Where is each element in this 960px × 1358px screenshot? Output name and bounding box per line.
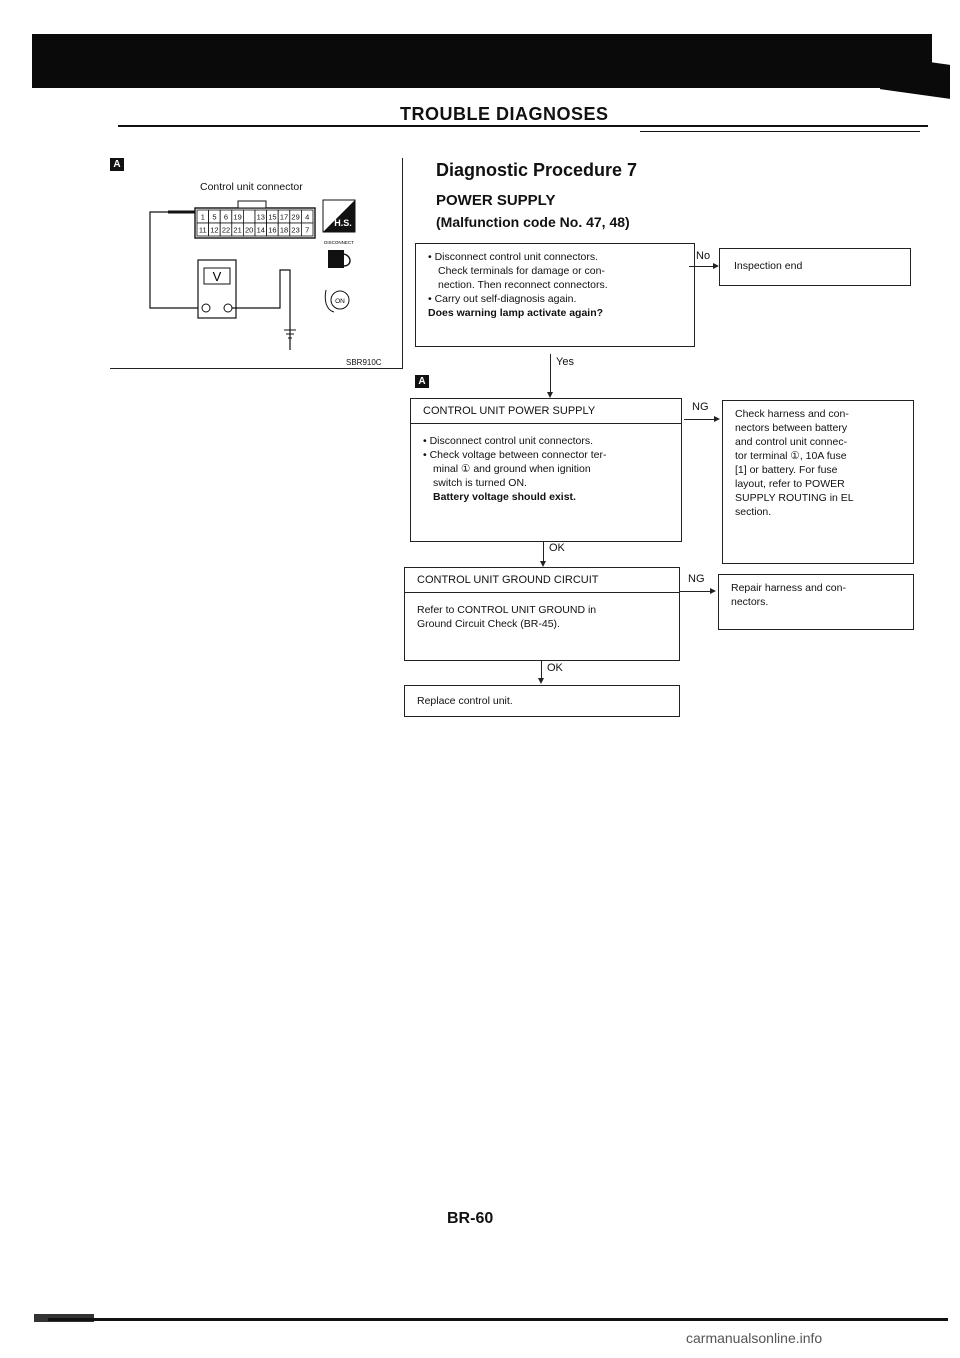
step2-ng-box xyxy=(722,400,914,564)
terminal-number: 7 xyxy=(305,225,310,235)
step1-yes-label: Yes xyxy=(556,356,574,368)
terminal-number: 21 xyxy=(233,225,242,235)
connector-diagram xyxy=(140,190,390,350)
step3-ok-label: OK xyxy=(547,662,563,674)
step2-ng-text5: [1] or battery. For fuse xyxy=(735,464,838,476)
terminal-number: 18 xyxy=(279,225,289,235)
procedure-heading: Diagnostic Procedure 7 xyxy=(436,160,638,180)
step3-box xyxy=(404,567,680,661)
footer-source: carmanualsonline.info xyxy=(686,1330,823,1346)
step2-line3: minal ① and ground when ignition xyxy=(433,463,591,475)
step3-line2: Ground Circuit Check (BR-45). xyxy=(417,618,560,630)
step4-text: Replace control unit. xyxy=(417,695,513,707)
step4-box xyxy=(404,685,680,717)
step3-ng-label: NG xyxy=(688,573,705,585)
step2-line4: switch is turned ON. xyxy=(433,477,527,489)
terminal-number: 19 xyxy=(233,212,242,222)
terminal-number: 5 xyxy=(212,212,217,222)
step2-ng-text2: nectors between battery xyxy=(735,422,848,434)
step3-line1: Refer to CONTROL UNIT GROUND in xyxy=(417,604,597,616)
figure-caption: Control unit connector xyxy=(200,181,303,193)
step2-ng-text1: Check harness and con- xyxy=(735,408,849,420)
footer-bar xyxy=(48,1318,948,1321)
terminal-number: 13 xyxy=(256,212,265,222)
hs-label: H.S. xyxy=(334,218,352,228)
meter-label: V xyxy=(212,269,222,284)
page-number: BR-60 xyxy=(447,1210,494,1227)
terminal-number: 11 xyxy=(198,225,207,235)
terminal-number: 15 xyxy=(268,212,277,222)
disconnect-label: DISCONNECT xyxy=(324,240,354,245)
step1-no-line xyxy=(689,266,713,267)
step1-box xyxy=(415,243,695,347)
step2-check: Battery voltage should exist. xyxy=(433,491,576,503)
step3-ng-text2: nectors. xyxy=(731,596,769,608)
step2-ok-line xyxy=(543,541,544,563)
terminal-number: 29 xyxy=(291,212,300,222)
step3-ok-line xyxy=(541,660,542,680)
inspection-end-text: Inspection end xyxy=(734,260,803,272)
terminal-number: 4 xyxy=(305,212,310,222)
step2-ng-text3: and control unit connec- xyxy=(735,436,848,448)
terminal-number: 17 xyxy=(279,212,289,222)
step2-line1: • Disconnect control unit connectors. xyxy=(423,435,594,447)
step3-ng-text1: Repair harness and con- xyxy=(731,582,846,594)
step2-ng-text8: section. xyxy=(735,506,772,518)
step2-header: CONTROL UNIT POWER SUPPLY xyxy=(411,399,681,424)
figure-id: SBR910C xyxy=(346,358,382,367)
procedure-subheading: POWER SUPPLY xyxy=(436,192,556,209)
arrow-right-icon xyxy=(714,416,720,422)
terminal-number: 12 xyxy=(210,225,219,235)
terminal-number: 14 xyxy=(256,225,265,235)
terminal-number: 16 xyxy=(268,225,277,235)
inspection-end-box xyxy=(719,248,911,286)
figure-tag: A xyxy=(110,158,124,171)
terminal-number: 22 xyxy=(221,225,231,235)
terminal-number: 1 xyxy=(200,212,205,222)
step1-bullet2: • Carry out self-diagnosis again. xyxy=(428,293,577,305)
step1-bullet1-cont2: nection. Then reconnect connectors. xyxy=(438,279,608,291)
title-rule xyxy=(118,125,928,127)
step3-header: CONTROL UNIT GROUND CIRCUIT xyxy=(405,568,679,593)
terminal-number: 20 xyxy=(245,225,254,235)
header-bar-tail xyxy=(880,55,950,99)
terminal-number: 23 xyxy=(291,225,300,235)
step1-yes-line xyxy=(550,354,551,394)
step2-tag: A xyxy=(415,375,429,388)
step2-line2: • Check voltage between connector ter- xyxy=(423,449,607,461)
step1-no-label: No xyxy=(696,250,711,262)
step2-ng-text7: SUPPLY ROUTING in EL xyxy=(735,492,854,504)
arrow-down-icon xyxy=(538,678,544,684)
step2-ng-text6: layout, refer to POWER xyxy=(735,478,845,490)
arrow-right-icon xyxy=(710,588,716,594)
step2-ng-text4: tor terminal ①, 10A fuse xyxy=(735,450,847,462)
step2-ng-label: NG xyxy=(692,401,709,413)
step1-bullet1-cont: Check terminals for damage or con- xyxy=(438,265,605,277)
step3-ng-box xyxy=(718,574,914,630)
terminal-cell xyxy=(243,210,255,223)
on-label: ON xyxy=(335,298,345,305)
header-bar xyxy=(32,34,932,88)
title-rule-secondary xyxy=(640,131,920,132)
step2-box xyxy=(410,398,682,542)
malfunction-code: (Malfunction code No. 47, 48) xyxy=(436,214,630,230)
step3-ng-line xyxy=(680,591,710,592)
step2-ng-line xyxy=(684,419,714,420)
terminal-number: 6 xyxy=(223,212,229,222)
page-title: TROUBLE DIAGNOSES xyxy=(400,104,609,124)
step1-question: Does warning lamp activate again? xyxy=(428,307,604,319)
step2-ok-label: OK xyxy=(549,542,565,554)
step1-bullet1: • Disconnect control unit connectors. xyxy=(428,251,599,263)
